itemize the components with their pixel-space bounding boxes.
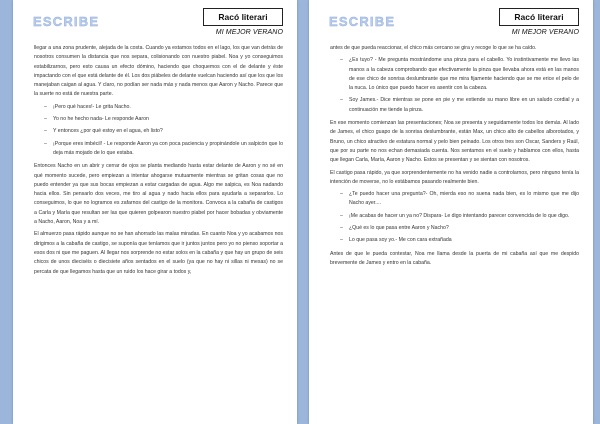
dialogue-list xyxy=(44,103,283,158)
dialogue-line: – ¿Te puedo hacer una pregunta?- Oh, mierda eso no suena nada bien, es lo mismo que me dijo Nacho ayer.... xyxy=(340,190,579,209)
paragraph: El castigo pasa rápido, ya que sorprendentemente no ha venido nadie a controlarnos, pero ninguno tenía la intención de moverse, no lo estábamos pasando realmente bien. xyxy=(330,169,579,185)
left-page-text xyxy=(34,44,283,280)
magazine-logo xyxy=(33,11,100,33)
paragraph: llegar a una zona prudente, alejada de la costa. Cuando ya estamos todos en el lago, los que van detrás de nosotros consumen la distancia que nos separa, colisionando con nuestro piabel. Noa y yo conseguimos estabilizarnos, pero esto causa un efecto dómino, haciendo que choquemos con el de delante y éste impactando con el que está delante de él. Los dos piábeles de delante vuelcan haciendo así que los que los manejaban caigan al agua. Y claro, no podían ser nada más y nada menos que Aaron y Nacho. Parece que la suerte no está de nuestra parte. xyxy=(34,45,283,98)
dialogue-line: – ¿Es tuyo? - Me pregunta mostrándome una pinza para el cabello. Yo instintivamente me llevo las manos a la cabeza comprobando que efectivamente la pinza que llevaba ahora está en las manos de ese chico de sonrisa deslumbrante que me mira fijamente haciendo que se me erice el pelo de la nuca. Lo único que puedo hacer es asentir con la cabeza. xyxy=(340,56,579,93)
dialogue-line: – Yo no he hecho nada- Le responde Aaron xyxy=(44,115,283,124)
paragraph: antes de que pueda reaccionar, el chico más cercano se gira y recoge lo que se ha caído. xyxy=(330,45,537,51)
story-title: MI MEJOR VERANO xyxy=(215,29,283,36)
left-page xyxy=(13,0,297,424)
dialogue-line: – ¡Pero qué haces!- Le grita Nacho. xyxy=(44,103,283,112)
dialogue-list xyxy=(340,190,579,245)
dialogue-line: – ¡Me acabas de hacer un ya no? Dispara- Le digo intentando parecer convencida de lo que digo. xyxy=(340,212,579,221)
section-title: Racó literari xyxy=(499,8,579,26)
right-page-text xyxy=(330,44,579,271)
section-title: Racó literari xyxy=(203,8,283,26)
dialogue-line: – Y entonces ¿por qué estoy en el agua, eh listo? xyxy=(44,127,283,136)
svg-text:ESCRIBE: ESCRIBE xyxy=(33,14,100,29)
paragraph: Antes de que le pueda contestar, Noa me llama desde la puerta de mi cabaña así que me despido brevemente de James y entro en la cabaña. xyxy=(330,250,579,266)
dialogue-line: – ¿Qué es lo que pasa entre Aaron y Nacho? xyxy=(340,224,579,233)
right-page xyxy=(309,0,593,424)
paragraph: Entonces Nacho en un abrir y cerrar de ojos se planta mediando hasta estar delante de Aaron y no sé en qué momento sucede, pero empiezan a intentar ahogarse mutuamente mientras se gritan cosas que no puedo entender ya que sus bocas empiezan a estar cargadas de agua. Algo me salpica, es Noa nadando hacia ellos. Sin pensarlo dos veces, me tiro al agua y nado hacia ellos para ayudarla a separarlos. Lo conseguimos, lo que no logramos es zafarnos del castigo de la monitora. Convoca a la cabaña de castigos a Carla y María que resultan ser las que quieren golpearon nuestro piabel por hacer bobadas y obviamente a Nacho, Aaron, Noa y a mí. xyxy=(34,163,283,226)
dialogue-line: – Soy James.- Dice mientras se pone en pie y me extiende su mano libre en un saludo cordial y a continuación me tiende la pinza. xyxy=(340,96,579,115)
story-title: MI MEJOR VERANO xyxy=(511,29,579,36)
dialogue-list xyxy=(340,56,579,115)
paragraph: El almuerzo pasa rápido aunque no se han ahorrado las malas miradas. En cuanto Noa y yo acabamos nos dirigimos a la cabaña de castigo, se suponía que teníamos que ir juntos juntos pero yo no pienso soportar a esos dos ni que me paguen. Al llegar nos sorprende no estar solos en la cabaña y que hay un grupo de seis chicos de unos dieciséis o diecisiete años sentados en el suelo (ya que no hay ni sillas ni mesas) no se percata de que llegamos hasta que un ruido los hace girar a todos y, xyxy=(34,231,283,275)
paragraph: En ese momento comienzan las presentaciones; Noa se presenta y seguidamente todos los demás. Al lado de James, el chico guapo de la sonrisa deslumbrante, están Max, un chico alto de cabellos alborotados, y Bruno, un chico atractivo de estatura normal y pelo bien peinado. Los otros tres son Oscar, Sanders y Raúl, que por su parte no nos echan demasiada cuenta. Nos sentamos en el suelo y hablamos con ellos, hasta que llegan Carla, María, Aaron y Nacho. Estos se presentan y se sientan con nosotros. xyxy=(330,120,579,164)
magazine-logo xyxy=(329,11,396,33)
svg-text:ESCRIBE: ESCRIBE xyxy=(329,14,396,29)
dialogue-line: – Lo que pasa soy yo.- Me con cara extrañada xyxy=(340,236,579,245)
dialogue-line: – ¡Porque eres imbécil! - Le responde Aaron ya con poca paciencia y propinándole un salpicón que lo deja más mojado de lo que estaba. xyxy=(44,140,283,159)
